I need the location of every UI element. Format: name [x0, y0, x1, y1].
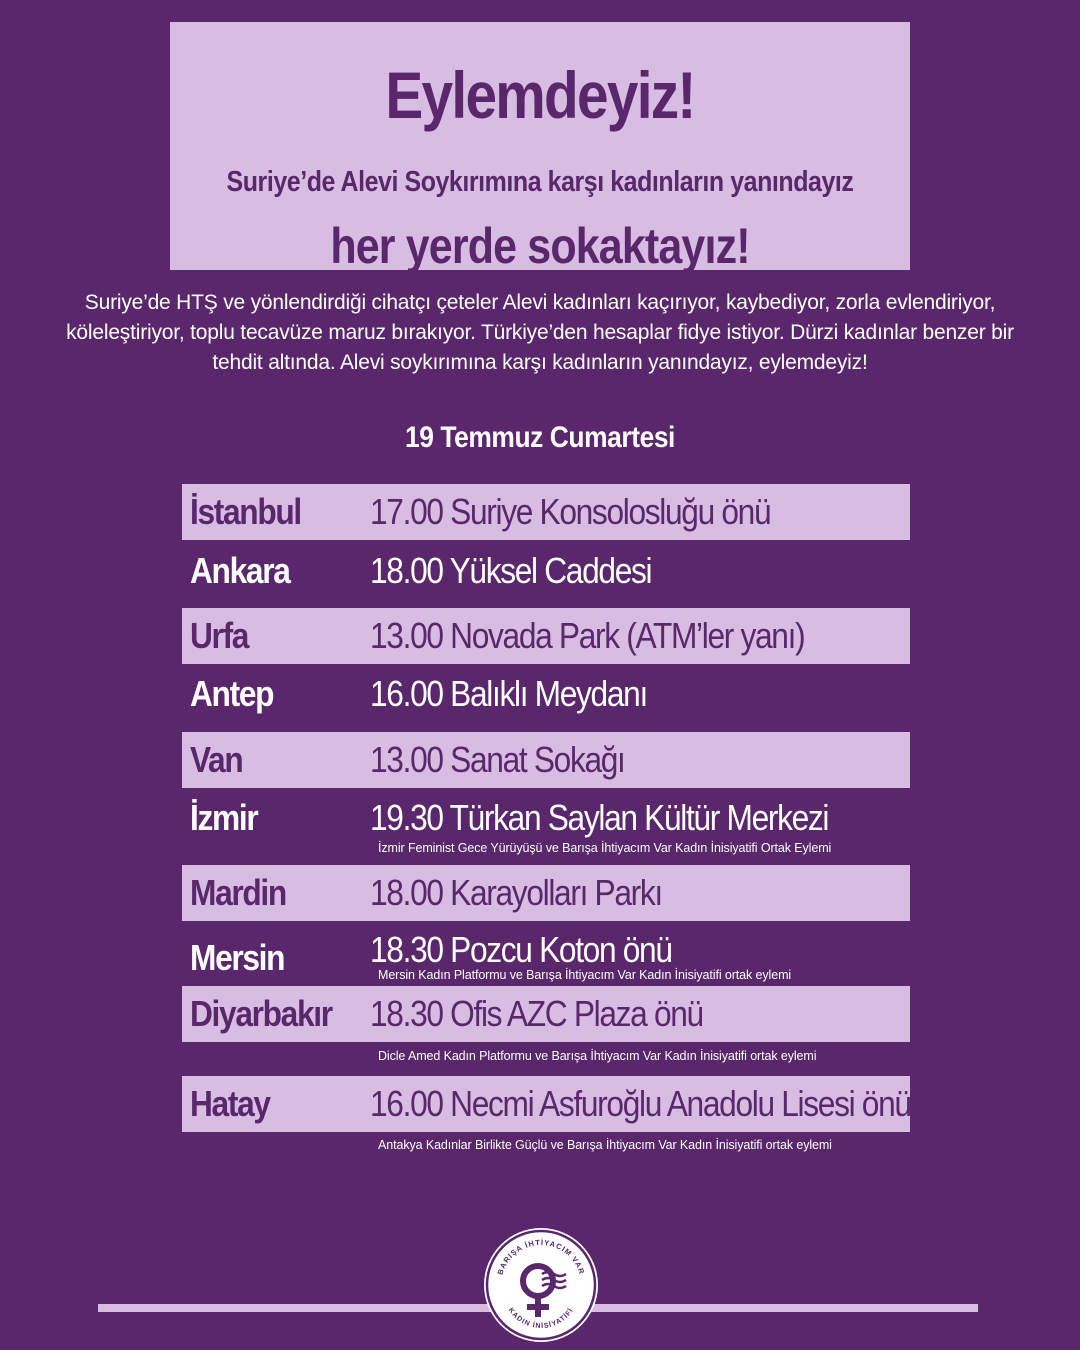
event-city: Diyarbakır	[190, 993, 332, 1034]
event-row-istanbul	[182, 484, 910, 540]
page-subtitle: Suriye’de Alevi Soykırımına karşı kadınların yanındayız	[226, 166, 854, 198]
event-city: Hatay	[190, 1083, 270, 1124]
event-row-hatay	[182, 1076, 910, 1132]
event-detail: 16.00 Necmi Asfuroğlu Anadolu Lisesi önü	[370, 1083, 911, 1124]
event-note-izmir: İzmir Feminist Gece Yürüyüşü ve Barışa İhtiyacım Var Kadın İnisiyatifi Ortak Eylemi	[378, 841, 832, 855]
event-detail: 18.30 Ofis AZC Plaza önü	[370, 993, 703, 1034]
event-city: Van	[190, 739, 243, 780]
event-date: 19 Temmuz Cumartesi	[405, 421, 675, 454]
event-row-van	[182, 732, 910, 788]
page-slogan: her yerde sokaktayız!	[330, 218, 750, 274]
event-row-ankara	[182, 543, 910, 599]
event-note-hatay: Antakya Kadınlar Birlikte Güçlü ve Barışa İhtiyacım Var Kadın İnisiyatifi ortak eylemi	[378, 1138, 832, 1152]
event-row-urfa	[182, 608, 910, 664]
logo-top-text: BARIŞA İHTİYACIM VAR	[495, 1237, 587, 1276]
event-row-diyarbakir	[182, 986, 910, 1042]
logo-bottom-text: KADIN İNİSİYATİFİ	[506, 1306, 576, 1331]
event-city: İstanbul	[190, 491, 301, 532]
event-city: Mardin	[190, 872, 286, 913]
organization-logo	[482, 1226, 600, 1344]
event-detail: 18.00 Karayolları Parkı	[370, 872, 662, 913]
event-row-mardin	[182, 865, 910, 921]
event-detail: 13.00 Sanat Sokağı	[370, 739, 625, 780]
event-detail: 18.30 Pozcu Koton önü	[370, 929, 672, 970]
event-detail: 19.30 Türkan Saylan Kültür Merkezi	[370, 797, 829, 838]
event-city: İzmir	[190, 797, 258, 838]
event-note-mersin: Mersin Kadın Platformu ve Barışa İhtiyacım Var Kadın İnisiyatifi ortak eylemi	[378, 968, 792, 982]
event-detail: 13.00 Novada Park (ATM’ler yanı)	[370, 615, 805, 656]
event-detail: 17.00 Suriye Konsolosluğu önü	[370, 491, 771, 532]
event-city: Ankara	[190, 550, 290, 591]
event-row-izmir	[182, 790, 910, 846]
intro-paragraph: Suriye’de HTŞ ve yönlendirdiği cihatçı çeteler Alevi kadınları kaçırıyor, kaybediyor, zorla evlendiriyor, köleleştiriyor, toplu tecavüze maruz bırakıyor. Türkiye’den hesaplar fidye istiyor. Dürzi kadınlar benzer bir tehdit altında. Alevi soykırımına karşı kadınların yanındayız, eylemdeyiz!	[66, 291, 1014, 374]
event-city: Urfa	[190, 615, 249, 656]
header-box	[170, 22, 910, 274]
event-city: Mersin	[190, 937, 285, 978]
event-row-antep	[182, 666, 910, 722]
event-note-diyarbakir: Dicle Amed Kadın Platformu ve Barışa İhtiyacım Var Kadın İnisiyatifi ortak eylemi	[378, 1049, 817, 1063]
page-title: Eylemdeyiz!	[385, 58, 695, 132]
event-city: Antep	[190, 673, 274, 714]
event-detail: 18.00 Yüksel Caddesi	[370, 550, 652, 591]
event-detail: 16.00 Balıklı Meydanı	[370, 673, 647, 714]
